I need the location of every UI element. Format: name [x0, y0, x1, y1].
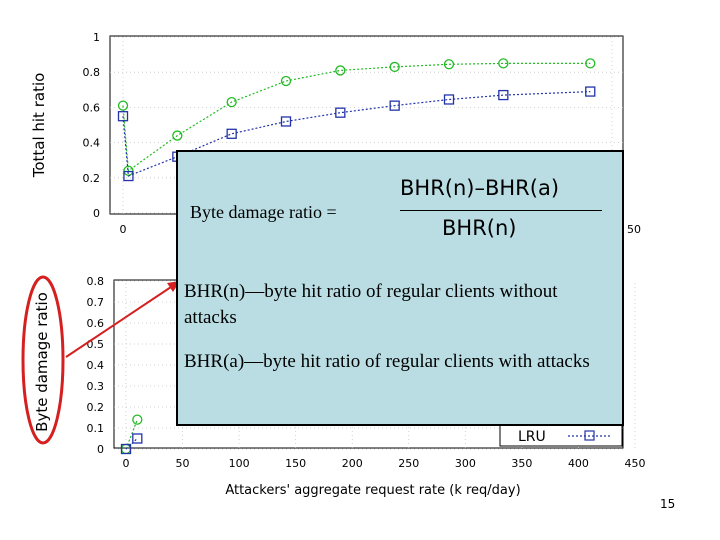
- legend-label-lru: LRU: [518, 429, 546, 445]
- formula-denominator: BHR(n): [442, 216, 517, 240]
- formula-numerator: BHR(n)–BHR(a): [400, 176, 560, 200]
- data-point-circle: [133, 415, 142, 424]
- y-tick-label: 0.2: [86, 401, 104, 414]
- y-tick-label: 0.8: [82, 66, 100, 80]
- y-axis-label: Tottal hit ratio: [30, 72, 48, 178]
- y-tick-label: 0.2: [82, 171, 100, 185]
- callout-pointer: [66, 285, 174, 357]
- x-tick-label: 100: [228, 457, 250, 470]
- definition-callout: [176, 150, 624, 426]
- legend: [500, 424, 622, 446]
- y-tick-label: 0.5: [86, 338, 104, 351]
- x-tick-label: 250: [398, 457, 420, 470]
- data-point-circle: [282, 77, 291, 86]
- page-number: 15: [660, 497, 676, 511]
- y-tick-label: 0: [93, 207, 100, 220]
- data-point-square: [282, 117, 291, 126]
- definition-bhr-a: BHR(a)—byte hit ratio of regular clients with attacks: [184, 351, 590, 372]
- x-axis-label: Attackers' aggregate request rate (k req/day): [225, 483, 521, 498]
- fraction-bar: [400, 210, 602, 211]
- data-point-square: [227, 129, 236, 138]
- data-point-square: [133, 434, 142, 443]
- x-tick-label: 0: [122, 457, 130, 470]
- y-tick-label: 0: [97, 443, 104, 456]
- y-tick-label: 0.1: [86, 422, 104, 435]
- x-ticks: [123, 457, 646, 470]
- y-ticks: [87, 275, 105, 456]
- y-tick-label: 0.6: [86, 317, 104, 330]
- x-tick-label: 400: [567, 457, 589, 470]
- definition-bhr-n: BHR(n)—byte hit ratio of regular clients without attacks: [184, 281, 558, 328]
- y-tick-label: 0.4: [82, 136, 100, 150]
- y-axis-label: Byte damage ratio: [33, 292, 51, 432]
- y-tick-label: 1: [93, 31, 100, 44]
- x-tick-label: 200: [341, 457, 363, 470]
- x-tick-label: 350: [511, 457, 533, 470]
- x-tick-label: 450: [624, 457, 646, 470]
- y-tick-label: 0.7: [86, 296, 104, 309]
- x-tick-label: 50: [627, 223, 641, 236]
- y-tick-label: 0.3: [86, 380, 104, 393]
- y-ticks: [83, 31, 101, 220]
- formula-label: Byte damage ratio =: [190, 202, 337, 222]
- x-tick-label: 300: [454, 457, 476, 470]
- y-tick-label: 0.6: [82, 101, 100, 115]
- x-tick-label: 50: [175, 457, 190, 470]
- y-tick-label: 0.8: [86, 275, 104, 288]
- x-tick-label: 150: [285, 457, 307, 470]
- y-tick-label: 0.4: [86, 359, 104, 372]
- x-tick-label: 0: [119, 223, 127, 236]
